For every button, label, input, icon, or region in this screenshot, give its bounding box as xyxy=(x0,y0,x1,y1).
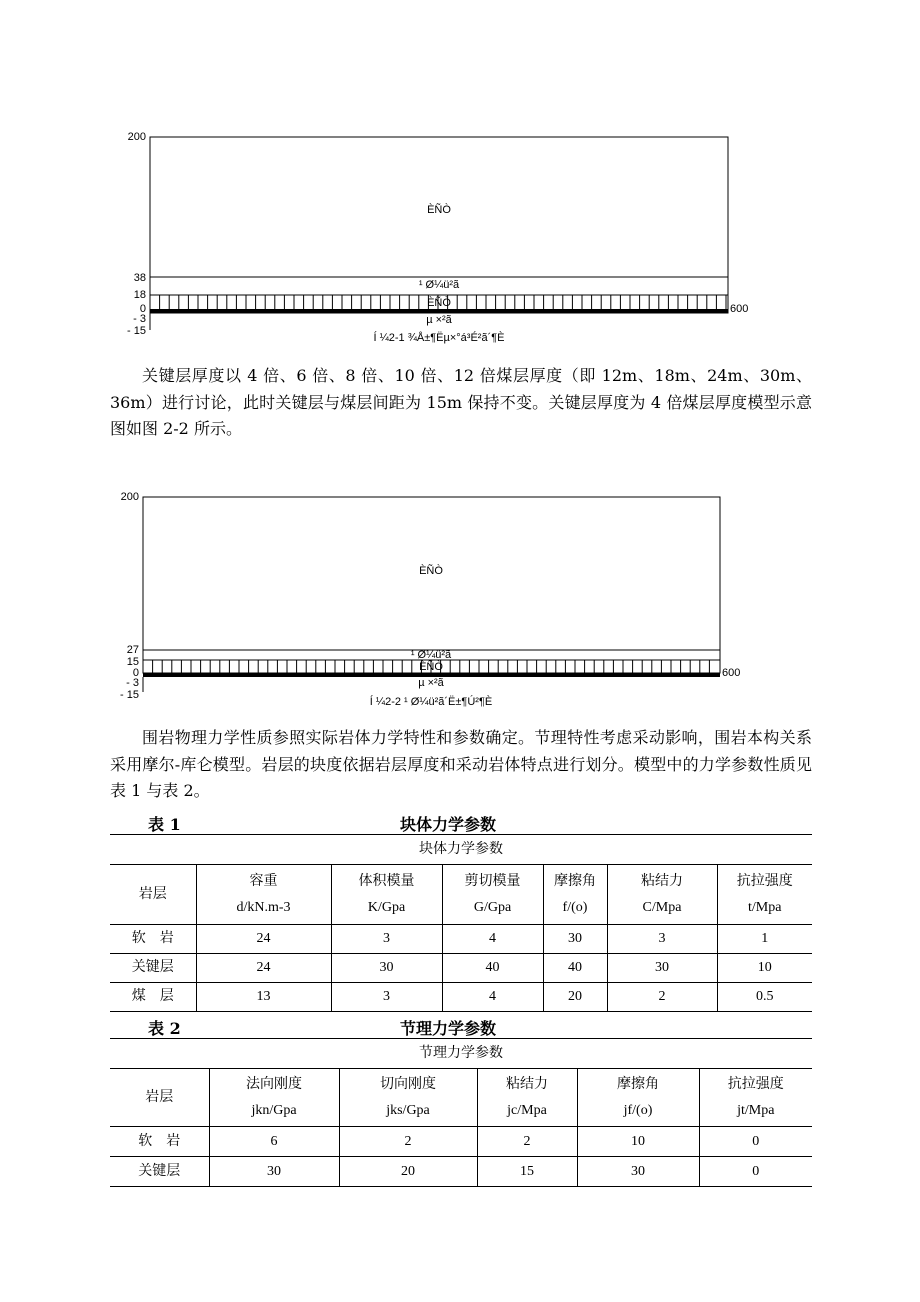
column-header: 抗拉强度 t/Mpa xyxy=(717,865,812,925)
y-tick: - 15 xyxy=(120,689,139,701)
table-row: 关键层 24 30 40 40 30 10 xyxy=(110,954,812,983)
figure-caption: Í ¼2-2 ¹ Ø¼ü²ã´Ë±¶Ú²¶È xyxy=(369,696,493,708)
table-1-subtitle: 块体力学参数 xyxy=(110,835,812,865)
table-row: 软 岩 24 3 4 30 3 1 xyxy=(110,925,812,954)
y-tick: 200 xyxy=(127,131,146,143)
figure-caption: Í ¼2-1 ¾Å±¶Ëµ×°á³É²ã´¶È xyxy=(373,332,505,344)
row-header: 岩层 xyxy=(110,865,196,925)
table-2 xyxy=(110,1038,812,1187)
table-1 xyxy=(110,834,812,1012)
right-label: 600 xyxy=(730,303,749,315)
row-header: 岩层 xyxy=(110,1069,209,1127)
column-header: 容重 d/kN.m-3 xyxy=(196,865,331,925)
y-tick: 200 xyxy=(120,491,139,503)
y-tick: 18 xyxy=(133,289,146,301)
paragraph-1: 关键层厚度以 4 倍、6 倍、8 倍、10 倍、12 倍煤层厚度（即 12m、18m、24m、30m、36m）进行讨论，此时关键层与煤层间距为 15m 保持不变。关键层厚度为 4 倍煤层厚度模型示意图如图 2-2 所示。 xyxy=(110,366,812,438)
column-header: 法向刚度 jkn/Gpa xyxy=(209,1069,339,1127)
column-header: 摩擦角 f/(o) xyxy=(543,865,607,925)
column-header: 剪切模量 G/Gpa xyxy=(442,865,543,925)
figure-1 xyxy=(0,120,920,350)
table-2-subtitle: 节理力学参数 xyxy=(110,1039,812,1069)
y-tick: 0 xyxy=(132,667,139,679)
column-header: 摩擦角 jf/(o) xyxy=(577,1069,699,1127)
table-row: 软 岩 6 2 2 10 0 xyxy=(110,1127,812,1157)
y-tick: 0 xyxy=(139,303,146,315)
table-row: 煤 层 13 3 4 20 2 0.5 xyxy=(110,983,812,1012)
column-header: 切向刚度 jks/Gpa xyxy=(339,1069,477,1127)
figure-2 xyxy=(0,480,920,710)
column-header: 体积模量 K/Gpa xyxy=(331,865,442,925)
y-tick: - 15 xyxy=(127,325,146,337)
layer-label: ÈÑÒ xyxy=(427,204,451,216)
layer-label: ÈÑÒ xyxy=(419,565,443,577)
layer-label: ÈÑÒ xyxy=(419,661,443,673)
table-row: 关键层 30 20 15 30 0 xyxy=(110,1157,812,1187)
layer-label: µ ×²ã xyxy=(418,677,444,689)
layer-label: ¹ Ø¼ü²ã xyxy=(410,649,452,661)
layer-label: ÈÑÒ xyxy=(427,297,451,309)
paragraph-2: 围岩物理力学性质参照实际岩体力学特性和参数确定。节理特性考虑采动影响，围岩本构关系采用摩尔-库仑模型。岩层的块度依据岩层厚度和采动岩体特点进行划分。模型中的力学参数性质见表 1 与表 2。 xyxy=(110,728,812,800)
layer-label: ¹ Ø¼ü²ã xyxy=(418,279,460,291)
y-tick: 27 xyxy=(126,644,139,656)
layer-label: µ ×²ã xyxy=(426,314,452,326)
column-header: 粘结力 jc/Mpa xyxy=(477,1069,577,1127)
y-tick: 15 xyxy=(126,656,139,668)
table-1-label: 表 1 xyxy=(148,815,181,834)
table-2-label: 表 2 xyxy=(148,1019,181,1038)
table-2-title: 节理力学参数 xyxy=(400,1019,497,1038)
column-header: 粘结力 C/Mpa xyxy=(607,865,717,925)
y-tick: 38 xyxy=(133,272,146,284)
y-tick: - 3 xyxy=(126,677,139,689)
right-label: 600 xyxy=(722,667,741,679)
column-header: 抗拉强度 jt/Mpa xyxy=(699,1069,812,1127)
y-tick: - 3 xyxy=(133,313,146,325)
table-1-title: 块体力学参数 xyxy=(400,815,497,834)
